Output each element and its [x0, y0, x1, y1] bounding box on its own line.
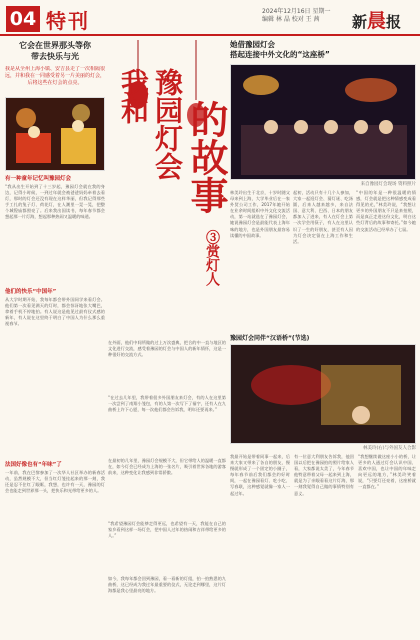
right-column — [230, 40, 416, 640]
middle-body-3: 在最初的几年里，豫园灯会规模不大，但它带给人的温暖一直都在，如今灯会已经成为上海的一张名片，吸引着世界各地的游客前来，这种变化让我感到非常骄傲。 — [108, 458, 226, 476]
left-section1-head: 有一种童年记忆叫豫园灯会 — [5, 176, 72, 182]
left-section2-body: 从大学时期开始，我每年都会带外国同学来看灯会。他们第一次看见满天的灯时，都会惊讶地张大嘴巴，拿着手机不停地拍。有人说这是他见过最有仪式感的新年，有人说在这里终于明白了中国人为什么那么重视春节。 — [5, 297, 105, 327]
title-de-gushi: 的故事 — [184, 100, 229, 214]
middle-title-area — [108, 40, 229, 340]
middle-body — [108, 340, 226, 636]
left-section3-body: 一年前，我在巴黎参加了一次华人社区举办的新春活动，虽然规模不大，但当红灯笼挂起来的那一刻，我还是忍不住红了眼眶，我想，也许有一天，豫园的灯会也能走到世界那一头，把快乐和光带给更多的人。 — [5, 470, 105, 494]
right-text-columns — [230, 190, 416, 330]
right-bottom-col-1: 我最开始是带着同事一起来，后来大家又带来了各自的朋友，慢慢就形成了一个固定的小圈子，每年春节前后我们都会约好时间，一起在豫园看灯、吃小吃、写春联，这种感觉就像一家人一起过年。 — [230, 454, 290, 496]
left-intro: 我是从全州上海小镇、安吉县走了一次相隔很远，并和我在一同感受着另一片美丽的灯会，后将这些在灯会的点亮。 — [5, 66, 105, 86]
right-col-1: 林美玲出生于北京，十岁时随父母来到上海，大学毕业后在一家外贸公司工作，2017年她开始在业余时间组织中外文化交流活动，第一站就选在了豫园灯会，她说豫园灯会是最能代表上海年味的地方，也是外国朋友最容易读懂的中国故事。 — [230, 190, 290, 238]
right-photo1-caption: 来自豫园灯会现场 资料照片 — [360, 182, 416, 187]
left-title: 它会在世界那头等你 带去快乐与光 — [19, 41, 91, 61]
newspaper-logo: 新晨报 — [352, 10, 402, 32]
series-badge: ③赏灯人 — [204, 230, 220, 286]
right-bottom-columns — [230, 454, 416, 564]
right-photo3-caption: 林美玲(右)与外国友人合影 — [362, 446, 416, 451]
title-wo-he: 我和 — [117, 68, 150, 124]
header-meta — [262, 8, 330, 24]
right-photo2-caption: 豫园灯会同伴“汉语桥”(节选) — [230, 335, 310, 342]
right-photo-group-lanterns — [230, 64, 416, 180]
middle-body-2: “在过去几年里，我带着很多外国朋友来灯会，有的人在这里第一次尝到了南翔小笼包，有的人第一次写下了福字，还有人在九曲桥上许下心愿，每一次他们都会告诉我，明年还要再来。” — [108, 395, 226, 413]
middle-body-4: “我希望豫园灯会能够走得更远，也希望有一天，我能在自己的家乡看到这样一场灯会，把中国人过年的热闹和吉祥带给更多的人。” — [108, 521, 226, 539]
middle-body-1: 在外面，他们中间所做的过上万次盛典，把合的中一直与地区的文化进行交流，感受着豫园的灯会与中国人的新年情怀，这是一种很好的交流方式。 — [108, 340, 226, 358]
left-section2-head: 他们的快乐“中国年” — [5, 289, 57, 295]
left-column — [5, 40, 105, 640]
left-section1-body: “我从出生开始到了十三岁起，豫园灯会就在我的身边，记得小时候，一到过年就会被爸爸妈妈牵着去看灯，那时的灯会还没有现在这样华丽，但我记得那些手工扎的兔子灯、荷花灯，在人潮里一晃一晃，把整个城隍庙都照亮了。后来我出国读书，每年春节都会想起那一片灯海，想起那种热闹又温暖的味道。 — [5, 184, 105, 220]
left-section3-head: 法国好像也有“年味”了 — [5, 462, 62, 468]
title-yuyuan-denghui: 豫园灯会 — [151, 68, 184, 180]
right-bottom-col-3: “我想继续做这座小小的桥，让更多的人通过灯会认识中国、喜欢中国，也让中国的年味走向更远的地方，”林美玲笑着说，“只要灯还亮着，这座桥就一直都在。” — [358, 454, 416, 490]
right-bottom-col-2: 有一位意大利朋友告诉我，他回国以后把在豫园拍的照片给家人看，大家都说太美了，今年春节他特意带着父母一起来到上海，就是为了亲眼看看这片灯海，那一刻我觉得自己做的事情特别有意义。 — [294, 454, 354, 496]
section-title: 特刊 — [46, 9, 90, 33]
right-title: 她借豫园灯会 搭起连接中外文化的“这座桥” — [230, 40, 330, 59]
page-number: 04 — [6, 6, 40, 32]
right-col-2: 起初，活动只有十几个人参加，大家一起逛灯会、猜灯谜、吃汤圆，后来人越来越多，来自法国、意大利、巴西、日本的朋友都加入了进来，有人在灯会上第一次学会用筷子，有人在这里认识了一生的好朋友，甚至有人因为灯会决定留在上海工作和生活。 — [293, 190, 353, 244]
header-date: 2024年12月16日 星期一 — [262, 8, 331, 15]
header-editor: 编辑 林 晶 校对 王 茜 — [262, 16, 320, 23]
middle-body-5: 如今，我每年都会回到豫园，看一看新的灯组，拍一拍熟悉的九曲桥，这已经成为我过年最重要的仪式，无论走到哪里，这片灯海都是我心里最亮的地方。 — [108, 576, 226, 594]
left-photo-lantern-figures — [5, 97, 105, 171]
right-col-3: “中国的年是一种很温暖的情感，灯会就是把这种情感变成看得见的光，”林美玲说，“我想让更多的外国朋友不只是来拍照，而是真正走进这份文化，明白这些灯背后的故事和寄托。”如今她的交流活动已经举办了七届。 — [356, 190, 416, 232]
right-photo-lantern-festival — [230, 344, 416, 444]
